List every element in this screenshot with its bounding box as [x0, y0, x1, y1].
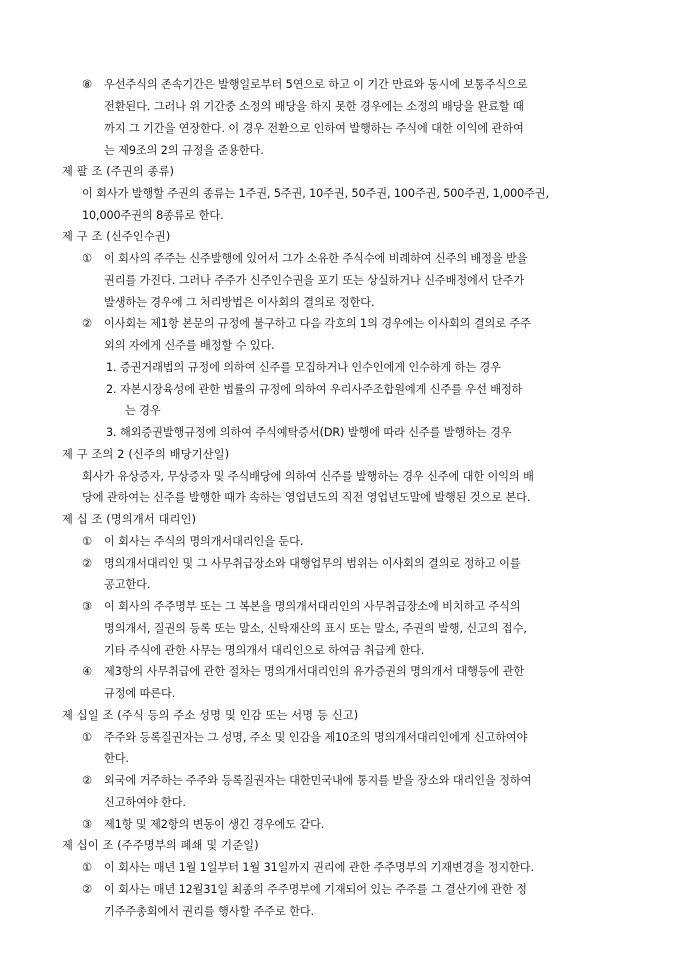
text-line: 신고하여야 한다.	[104, 796, 186, 809]
text-line: 명의개서, 질권의 등록 또는 말소, 신탁재산의 표시 또는 말소, 주권의 발행, 신고의 접수,	[104, 622, 527, 635]
text-line: 공고한다.	[104, 578, 151, 591]
text-line: 이사회는 제1항 본문의 규정에 불구하고 다음 각호의 1의 경우에는 이사회의 결의로 주주	[104, 317, 531, 330]
text-line: 이 회사의 주주는 신주발행에 있어서 그가 소유한 주식수에 비례하여 신주의 배정을 받을	[104, 252, 528, 265]
text-line: 전환된다. 그러나 위 기간중 소정의 배당을 하지 못한 경우에는 소정의 배당을 완료할 때	[104, 100, 524, 113]
article-heading: 제 십 조 (명의개서 대리인)	[62, 513, 197, 526]
text-line: 규정에 따른다.	[104, 687, 176, 700]
text-line: 이 회사는 매년 1월 1일부터 1월 31일까지 권리에 관한 주주명부의 기재변경을 정지한다.	[104, 861, 534, 874]
text-line: 까지 그 기간을 연장한다. 이 경우 전환으로 인하여 발행하는 주식에 대한 이익에 관하여	[104, 122, 524, 135]
text-line: 는 경우	[125, 404, 161, 417]
article-heading: 제 구 조의 2 (신주의 배당기산일)	[62, 448, 230, 461]
para-marker: ④	[82, 665, 92, 678]
text-line: 이 회사는 주식의 명의개서대리인을 둔다.	[104, 535, 304, 548]
para-marker: ③	[82, 818, 92, 831]
para-marker: ②	[82, 774, 92, 787]
para-marker: ③	[82, 600, 92, 613]
list-marker: 3.	[106, 426, 117, 439]
para-marker: ②	[82, 557, 92, 570]
para-marker: ①	[82, 535, 92, 548]
text-line: 당에 관하여는 신주를 발행한 때가 속하는 영업년도의 직전 영업년도말에 발행된 것으로 본다.	[82, 491, 531, 504]
text-line: 자본시장육성에 관한 법률의 규정에 의하여 우리사주조합원에게 신주를 우선 배정하	[119, 383, 523, 396]
text-line: 주주와 등록질권자는 그 성명, 주소 및 인감을 제10조의 명의개서대리인에게 신고하여야	[104, 731, 528, 744]
article-heading: 제 구 조 (신주인수권)	[62, 230, 171, 243]
text-line: 우선주식의 존속기간은 발행일로부터 5연으로 하고 이 기간 만료와 동시에 보통주식으로	[104, 78, 528, 91]
text-line: 기주주총회에서 권리를 행사할 주주로 한다.	[104, 905, 315, 918]
text-line: 회사가 유상증자, 무상증자 및 주식배당에 의하여 신주를 발행하는 경우 신주에 대한 이익의 배	[82, 470, 534, 483]
text-line: 발생하는 경우에 그 처리방법은 이사회의 결의로 정한다.	[104, 296, 375, 309]
text-line: 해외증권발행규정에 의하여 주식예탁증서(DR) 발행에 따라 신주를 발행하는 경우	[119, 426, 512, 439]
text-line: 권리를 가진다. 그러나 주주가 신주인수권을 포기 또는 상실하거나 신주배정에서 단주가	[104, 274, 525, 287]
article-heading: 제 팔 조 (주권의 종류)	[62, 165, 175, 178]
article-heading: 제 십일 조 (주식 등의 주소 성명 및 인감 또는 서명 등 신고)	[62, 709, 359, 722]
text-line: 이 회사의 주주명부 또는 그 복본을 명의개서대리인의 사무취급장소에 비치하고 주식의	[104, 600, 521, 613]
para-marker: ①	[82, 731, 92, 744]
list-marker: 1.	[106, 361, 117, 374]
para-marker: ①	[82, 252, 92, 265]
text-line: 증권거래법의 규정에 의하여 신주를 모집하거나 인수인에게 인수하게 하는 경우	[119, 361, 501, 374]
text-line: 한다.	[104, 752, 129, 765]
para-marker: ①	[82, 861, 92, 874]
text-line: 기타 주식에 관한 사무는 명의개서 대리인으로 하여금 취급케 한다.	[104, 644, 425, 657]
text-line: 는 제9조의 2의 규정을 준용한다.	[104, 144, 264, 157]
text-line: 이 회사는 매년 12월31일 최종의 주주명부에 기재되어 있는 주주를 그 결산기에 관한 정	[104, 883, 527, 896]
text-line: 이 회사가 발행할 주권의 종류는 1주권, 5주권, 10주권, 50주권, 100주권, 500주권, 1,000주권,	[82, 187, 550, 200]
text-line: 외의 자에게 신주를 배정할 수 있다.	[104, 339, 275, 352]
text-line: 제1항 및 제2항의 변동이 생긴 경우에도 같다.	[104, 818, 325, 831]
text-line: 외국에 거주하는 주주와 등록질권자는 대한민국내에 통지를 받을 장소와 대리인을 정하여	[104, 774, 532, 787]
text-line: 명의개서대리인 및 그 사무취급장소와 대행업무의 범위는 이사회의 결의로 정하고 이를	[104, 557, 521, 570]
list-marker: 2.	[106, 383, 117, 396]
article-heading: 제 십이 조 (주주명부의 폐쇄 및 기준일)	[62, 839, 259, 852]
para-marker: ②	[82, 317, 92, 330]
text-line: 제3항의 사무취급에 관한 절차는 명의개서대리인의 유가증권의 명의개서 대행등에 관한	[104, 665, 525, 678]
text-line: 10,000주권의 8종류로 한다.	[82, 209, 224, 222]
para-marker: ②	[82, 883, 92, 896]
para-marker: ⑧	[82, 78, 92, 91]
